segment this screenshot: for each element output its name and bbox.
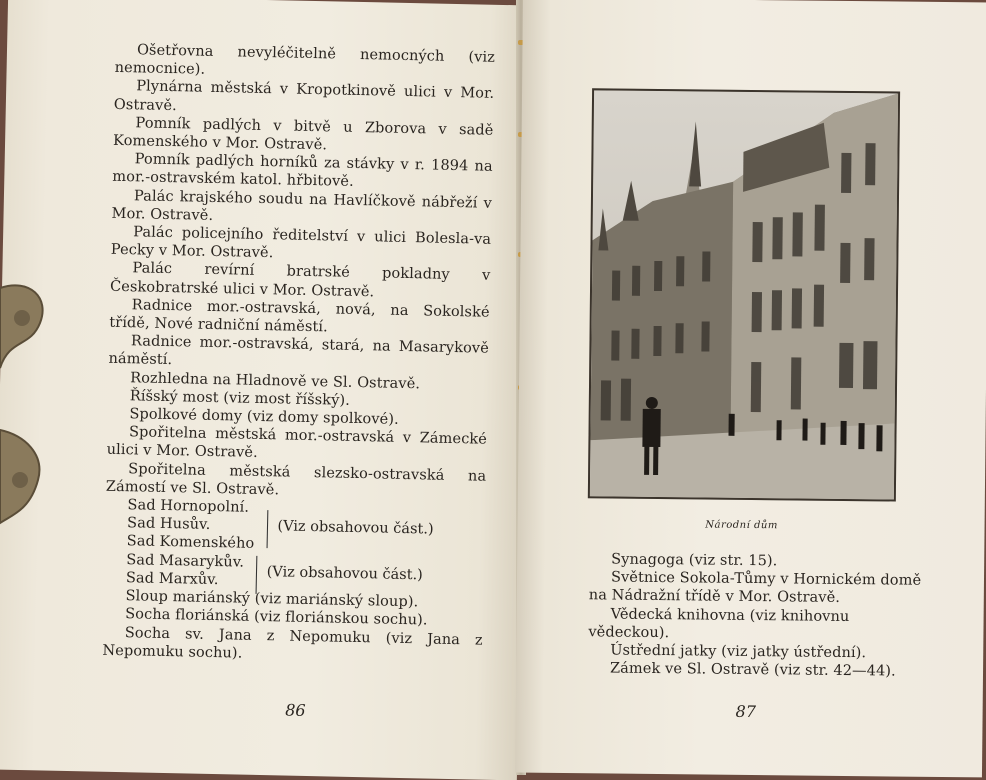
- photo-caption: Národní dům: [705, 519, 778, 532]
- index-entry: Palác policejního ředitelství v ulici Bolesla-va Pecky v Mor. Ostravě.: [110, 224, 492, 262]
- index-entry: Radnice mor.-ostravská, stará, na Masarykově náměstí.: [108, 333, 490, 369]
- index-entry: Sloup mariánský (viz mariánský sloup).: [125, 588, 419, 611]
- index-entry: Palác revírní bratrské pokladny v Českobratrské ulici v Mor. Ostravě.: [109, 260, 491, 300]
- brace-icon: |: [264, 504, 270, 549]
- index-entry: Spořitelna městská mor.-ostravská v Zámecké ulici v Mor. Ostravě.: [106, 424, 488, 462]
- park-entry: Sad Hornopolní.: [127, 497, 250, 516]
- index-entry: Rozhledna na Hladnově ve Sl. Ostravě.: [130, 369, 421, 392]
- page-number: 87: [735, 701, 757, 722]
- right-page: [515, 0, 986, 777]
- clasp-icon: [0, 278, 50, 378]
- group-note: (Viz obsahovou část.): [277, 518, 434, 538]
- clasp-icon: [0, 425, 50, 525]
- index-entry: Plynárna městská v Kropotkinově ulici v Mor. Ostravě.: [113, 78, 495, 114]
- index-entry: Palác krajského soudu na Havlíčkově nábřeží v Mor. Ostravě.: [111, 187, 493, 224]
- index-entry: Vědecká knihovna (viz knihovnu vědeckou).: [588, 606, 850, 641]
- index-entry: Radnice mor.-ostravská, nová, na Sokolské třídě, Nové radniční náměstí.: [109, 297, 490, 336]
- index-entry: Spolkové domy (viz domy spolkové).: [129, 406, 399, 428]
- building-photo: [588, 88, 900, 501]
- index-entry: Světnice Sokola-Tůmy v Hornickém domě na Nádražní třídě v Mor. Ostravě.: [588, 569, 922, 607]
- group-note: (Viz obsahovou část.): [266, 564, 423, 584]
- index-entry: Říšský most (viz most říšský).: [129, 388, 351, 409]
- index-entry: Pomník padlých horníků za stávky v r. 1894 na mor.-ostravském katol. hřbitově.: [112, 151, 493, 191]
- park-group-1: [105, 496, 486, 559]
- index-entry: Ošetřovna nevyléčitelně nemocných (viz nemocnice).: [114, 42, 496, 78]
- park-entry: Sad Husův.: [126, 515, 211, 534]
- index-entry: Ústřední jatky (viz jatky ústřední).: [610, 642, 867, 662]
- index-entry: Pomník padlých v bitvě u Zborova v sadě Komenského v Mor. Ostravě.: [112, 115, 494, 154]
- index-entry: Zámek ve Sl. Ostravě (viz str. 42—44).: [609, 660, 896, 680]
- park-entry: Sad Komenského: [126, 533, 255, 553]
- brace-icon: |: [253, 549, 260, 594]
- index-entry: Synagoga (viz str. 15).: [611, 551, 778, 570]
- narodni-dum-illustration: [590, 90, 898, 499]
- page-number: 86: [285, 700, 306, 720]
- park-entry: Sad Masarykův.: [126, 551, 245, 571]
- right-index-list: [588, 550, 929, 681]
- index-entry: Socha sv. Jana z Nepomuku (viz Jana z Nepomuku sochu).: [102, 624, 483, 662]
- index-entry: Socha floriánská (viz floriánskou sochu).: [125, 606, 428, 629]
- left-index-list: [102, 41, 495, 668]
- park-entry: Sad Marxův.: [125, 570, 219, 589]
- index-entry: Spořitelna městská slezsko-ostravská na Zámostí ve Sl. Ostravě.: [105, 460, 487, 499]
